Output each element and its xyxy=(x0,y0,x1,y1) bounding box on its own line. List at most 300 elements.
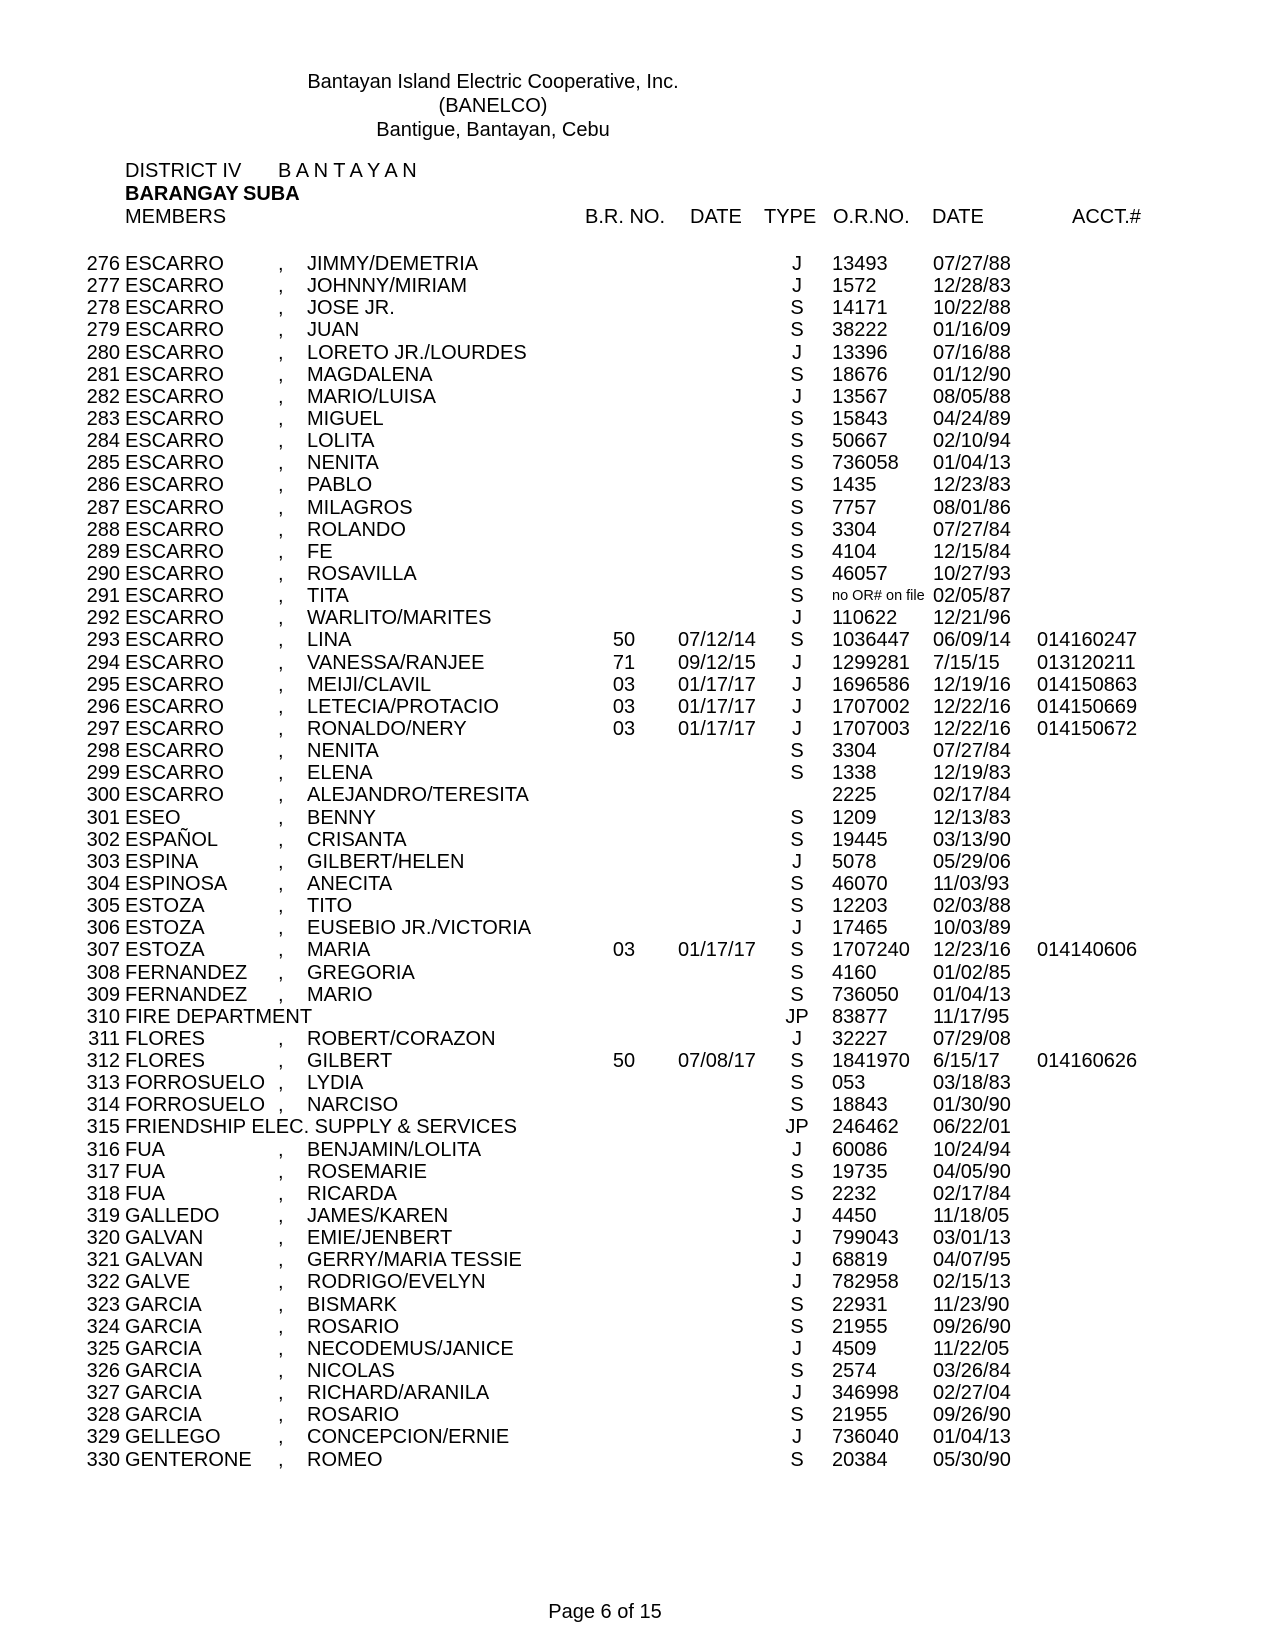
member-row xyxy=(0,386,1200,408)
member-number: 322 xyxy=(86,1271,120,1294)
acct-no-value xyxy=(1035,585,1135,607)
br-date-value xyxy=(663,297,764,319)
member-last-name: ESCARRO xyxy=(125,717,224,740)
type-value: S xyxy=(790,961,804,984)
member-first-name: ROSARIO xyxy=(307,1315,400,1338)
name-separator: , xyxy=(278,253,284,275)
br-no-value xyxy=(585,319,663,341)
member-number: 317 xyxy=(86,1160,120,1183)
member-number: 276 xyxy=(86,253,120,275)
member-row xyxy=(0,1449,1200,1471)
br-no-value xyxy=(585,519,663,541)
type-value: S xyxy=(790,1094,804,1117)
type-value: S xyxy=(790,518,804,541)
member-row xyxy=(0,629,1200,651)
name-separator: , xyxy=(278,828,284,851)
member-last-name: ESCARRO xyxy=(125,341,224,364)
name-separator xyxy=(278,1116,307,1138)
name-separator: , xyxy=(278,1426,284,1449)
name-separator: , xyxy=(278,496,284,519)
member-number: 293 xyxy=(86,629,120,652)
member-row xyxy=(0,1294,1200,1316)
member-number: 323 xyxy=(86,1293,120,1316)
name-separator: , xyxy=(278,1315,284,1338)
or-date-value: 08/05/88 xyxy=(933,385,1011,408)
member-first-name: GREGORIA xyxy=(307,961,415,984)
member-first-name: RICHARD/ARANILA xyxy=(307,1382,490,1405)
member-last-name: GARCIA xyxy=(125,1360,202,1383)
member-last-name: ESCARRO xyxy=(125,762,224,785)
member-last-name: ESCARRO xyxy=(125,385,224,408)
or-no-value: 32227 xyxy=(832,1027,888,1050)
member-last-name: ESCARRO xyxy=(125,518,224,541)
br-date-value xyxy=(663,408,764,430)
name-separator: , xyxy=(278,939,284,962)
or-date-value: 12/19/16 xyxy=(933,673,1011,696)
name-separator: , xyxy=(278,341,284,364)
br-no-value xyxy=(585,1382,663,1404)
type-value: S xyxy=(790,430,804,453)
br-date-value xyxy=(663,1360,764,1382)
or-date-value: 10/22/88 xyxy=(933,297,1011,320)
member-number: 318 xyxy=(86,1182,120,1205)
name-separator: , xyxy=(278,540,284,563)
member-number: 308 xyxy=(86,961,120,984)
member-last-name: ESCARRO xyxy=(125,629,224,652)
or-no-value: 1338 xyxy=(832,762,877,785)
type-value: S xyxy=(790,1404,804,1427)
type-value: J xyxy=(792,385,802,408)
member-last-name: ESCARRO xyxy=(125,253,224,275)
member-first-name: GERRY/MARIA TESSIE xyxy=(307,1249,522,1272)
or-date-value: 07/29/08 xyxy=(933,1027,1011,1050)
org-header xyxy=(0,70,986,142)
type-value: JP xyxy=(785,1116,809,1139)
name-separator: , xyxy=(278,1360,284,1383)
or-no-value: 12203 xyxy=(832,895,888,918)
member-first-name: JOSE JR. xyxy=(307,297,395,320)
br-no-value xyxy=(585,563,663,585)
br-no-value xyxy=(585,740,663,762)
member-row xyxy=(0,1360,1200,1382)
br-date-value xyxy=(663,1294,764,1316)
acct-no-value xyxy=(1035,541,1135,563)
acct-no-value xyxy=(1035,474,1135,496)
type-value: JP xyxy=(785,1005,809,1028)
member-first-name: VANESSA/RANJEE xyxy=(307,651,485,674)
or-date-value: 12/19/83 xyxy=(933,762,1011,785)
or-date-value: 02/17/84 xyxy=(933,1182,1011,1205)
br-no-value xyxy=(585,851,663,873)
br-date-value xyxy=(663,1116,764,1138)
type-value: J xyxy=(792,850,802,873)
name-separator: , xyxy=(278,872,284,895)
member-row xyxy=(0,1072,1200,1094)
member-row xyxy=(0,1161,1200,1183)
member-number: 306 xyxy=(86,917,120,940)
member-number: 290 xyxy=(86,562,120,585)
br-no-value xyxy=(585,430,663,452)
br-no-value xyxy=(585,984,663,1006)
member-first-name: EMIE/JENBERT xyxy=(307,1227,453,1250)
or-date-value: 7/15/15 xyxy=(933,651,1000,674)
or-date-value: 12/22/16 xyxy=(933,717,1011,740)
br-date-value xyxy=(663,430,764,452)
or-date-value: 10/03/89 xyxy=(933,917,1011,940)
br-no-value xyxy=(585,1183,663,1205)
member-row xyxy=(0,1338,1200,1360)
or-no-value: 1299281 xyxy=(832,651,910,674)
name-separator: , xyxy=(278,385,284,408)
br-no-value xyxy=(585,1316,663,1338)
name-separator: , xyxy=(278,407,284,430)
br-no-value xyxy=(585,541,663,563)
member-last-name: GELLEGO xyxy=(125,1426,221,1449)
or-date-value: 01/16/09 xyxy=(933,319,1011,342)
type-value: J xyxy=(792,275,802,298)
member-last-name: ESEO xyxy=(125,806,181,829)
member-row xyxy=(0,1382,1200,1404)
name-separator: , xyxy=(278,1182,284,1205)
member-row xyxy=(0,275,1200,297)
member-number: 278 xyxy=(86,297,120,320)
member-row xyxy=(0,1271,1200,1293)
member-first-name: TITO xyxy=(307,895,353,918)
type-value: J xyxy=(792,253,802,275)
or-no-value: 46057 xyxy=(832,562,888,585)
br-no-value: 03 xyxy=(612,717,636,740)
member-row xyxy=(0,1249,1200,1271)
member-number: 291 xyxy=(86,585,120,608)
name-separator: , xyxy=(278,1337,284,1360)
br-no-value xyxy=(585,585,663,607)
or-date-value: 05/30/90 xyxy=(933,1448,1011,1471)
or-date-value: 02/27/04 xyxy=(933,1382,1011,1405)
br-date-value xyxy=(663,762,764,784)
or-date-value: 01/04/13 xyxy=(933,1426,1011,1449)
br-date-value xyxy=(663,1249,764,1271)
br-date-value xyxy=(663,253,764,275)
member-first-name: ELENA xyxy=(307,762,373,785)
br-no-value: 03 xyxy=(612,673,636,696)
member-first-name: MILAGROS xyxy=(307,496,413,519)
member-row xyxy=(0,939,1200,961)
name-separator: , xyxy=(278,850,284,873)
or-date-value: 01/04/13 xyxy=(933,983,1011,1006)
br-date-value: 01/17/17 xyxy=(678,673,756,696)
br-no-value xyxy=(585,275,663,297)
br-no-value xyxy=(585,386,663,408)
member-last-name: GARCIA xyxy=(125,1337,202,1360)
type-value: J xyxy=(792,341,802,364)
type-value: J xyxy=(792,1027,802,1050)
member-last-name: ESCARRO xyxy=(125,585,224,608)
acct-no-value xyxy=(1035,497,1135,519)
member-last-name: ESCARRO xyxy=(125,474,224,497)
name-separator: , xyxy=(278,717,284,740)
acct-no-value xyxy=(1035,1426,1135,1448)
br-no-value xyxy=(585,784,663,806)
member-first-name: GILBERT xyxy=(307,1050,393,1073)
type-value: S xyxy=(790,1160,804,1183)
acct-no-value: 014160626 xyxy=(1037,1050,1138,1073)
member-last-name: FUA xyxy=(125,1182,165,1205)
member-row xyxy=(0,519,1200,541)
br-no-value xyxy=(585,1360,663,1382)
br-no-value: 50 xyxy=(612,629,636,652)
member-number: 325 xyxy=(86,1337,120,1360)
member-last-name: FIRE DEPARTMENT xyxy=(125,1005,313,1028)
br-date-value xyxy=(663,873,764,895)
acct-no-value xyxy=(1035,1183,1135,1205)
member-last-name: ESCARRO xyxy=(125,607,224,630)
br-no-value xyxy=(585,895,663,917)
member-first-name: MAGDALENA xyxy=(307,363,433,386)
type-value: J xyxy=(792,1249,802,1272)
or-no-value: 1841970 xyxy=(832,1050,910,1073)
br-no-value xyxy=(585,607,663,629)
member-first-name: TITA xyxy=(307,585,349,608)
member-first-name: MARIA xyxy=(307,939,371,962)
member-number: 285 xyxy=(86,452,120,475)
br-date-value xyxy=(663,386,764,408)
or-no-value: 110622 xyxy=(832,607,898,630)
member-row xyxy=(0,674,1200,696)
or-date-value: 03/01/13 xyxy=(933,1227,1011,1250)
br-no-value xyxy=(585,1227,663,1249)
member-first-name: WARLITO/MARITES xyxy=(307,607,492,630)
br-date-value xyxy=(663,607,764,629)
member-last-name: ESCARRO xyxy=(125,540,224,563)
member-first-name: JOHNNY/MIRIAM xyxy=(307,275,467,298)
member-first-name: RODRIGO/EVELYN xyxy=(307,1271,486,1294)
member-first-name: NICOLAS xyxy=(307,1360,395,1383)
or-date-value: 07/27/84 xyxy=(933,518,1011,541)
name-separator: , xyxy=(278,1271,284,1294)
type-value: S xyxy=(790,319,804,342)
or-date-value: 12/23/16 xyxy=(933,939,1011,962)
member-number: 307 xyxy=(86,939,120,962)
br-date-value xyxy=(663,1404,764,1426)
or-date-value: 04/24/89 xyxy=(933,407,1011,430)
member-number: 286 xyxy=(86,474,120,497)
br-date-value: 01/17/17 xyxy=(678,695,756,718)
acct-no-value xyxy=(1035,807,1135,829)
member-row xyxy=(0,807,1200,829)
acct-no-value xyxy=(1035,829,1135,851)
member-number: 330 xyxy=(86,1448,120,1471)
member-row xyxy=(0,962,1200,984)
member-first-name: ALEJANDRO/TERESITA xyxy=(307,784,529,807)
member-number: 279 xyxy=(86,319,120,342)
br-date-value xyxy=(663,917,764,939)
acct-no-value xyxy=(1035,762,1135,784)
br-date-value xyxy=(663,319,764,341)
or-date-value: 11/23/90 xyxy=(933,1293,1010,1316)
or-no-value: 18676 xyxy=(832,363,888,386)
br-date-value xyxy=(663,1072,764,1094)
member-last-name: GENTERONE xyxy=(125,1448,252,1471)
org-abbreviation: (BANELCO) xyxy=(438,95,548,117)
member-first-name: NENITA xyxy=(307,452,379,475)
br-no-value xyxy=(585,1028,663,1050)
acct-no-value: 014160247 xyxy=(1037,629,1138,652)
br-no-value xyxy=(585,1294,663,1316)
br-date-value xyxy=(663,1382,764,1404)
br-no-value: 03 xyxy=(612,695,636,718)
member-number: 313 xyxy=(86,1072,120,1095)
member-row xyxy=(0,607,1200,629)
member-first-name: MIGUEL xyxy=(307,407,384,430)
name-separator: , xyxy=(278,319,284,342)
name-separator: , xyxy=(278,430,284,453)
or-date-value: 02/03/88 xyxy=(933,895,1011,918)
br-date-value: 07/08/17 xyxy=(678,1050,756,1073)
member-number: 283 xyxy=(86,407,120,430)
br-no-value xyxy=(585,1426,663,1448)
br-date-value xyxy=(663,1183,764,1205)
acct-no-value xyxy=(1035,1271,1135,1293)
acct-no-value: 014150669 xyxy=(1037,695,1138,718)
member-last-name: ESCARRO xyxy=(125,319,224,342)
br-date-value: 07/12/14 xyxy=(678,629,756,652)
acct-no-value xyxy=(1035,1294,1135,1316)
name-separator: , xyxy=(278,695,284,718)
type-value: S xyxy=(790,407,804,430)
or-date-value: 08/01/86 xyxy=(933,496,1011,519)
member-last-name: FUA xyxy=(125,1160,165,1183)
or-no-value: 4104 xyxy=(832,540,877,563)
member-first-name: BENJAMIN/LOLITA xyxy=(307,1138,482,1161)
acct-no-value xyxy=(1035,873,1135,895)
acct-no-value xyxy=(1035,1139,1135,1161)
br-date-value xyxy=(663,807,764,829)
type-column-header: TYPE xyxy=(764,206,817,228)
acct-no-value xyxy=(1035,784,1135,806)
member-first-name: NARCISO xyxy=(307,1094,399,1117)
or-date-value: 11/18/05 xyxy=(933,1205,1010,1228)
br-no-value xyxy=(585,474,663,496)
member-last-name: ESCARRO xyxy=(125,784,224,807)
acct-no-value xyxy=(1035,1116,1135,1138)
member-row xyxy=(0,851,1200,873)
br-no-value xyxy=(585,497,663,519)
member-row xyxy=(0,253,1200,275)
member-number: 300 xyxy=(86,784,120,807)
type-value: S xyxy=(790,1072,804,1095)
or-no-value: 053 xyxy=(832,1072,866,1095)
member-number: 295 xyxy=(86,673,120,696)
or-no-value: 38222 xyxy=(832,319,888,342)
member-last-name: ESTOZA xyxy=(125,895,205,918)
member-number: 324 xyxy=(86,1315,120,1338)
member-last-name: ESCARRO xyxy=(125,651,224,674)
or-date-value: 02/10/94 xyxy=(933,430,1011,453)
member-number: 288 xyxy=(86,518,120,541)
name-separator: , xyxy=(278,961,284,984)
name-separator: , xyxy=(278,1227,284,1250)
or-no-value: 3304 xyxy=(832,740,877,763)
member-first-name: ROBERT/CORAZON xyxy=(307,1027,496,1050)
member-first-name: RICARDA xyxy=(307,1182,398,1205)
or-no-value: 19445 xyxy=(832,828,888,851)
br-no-value xyxy=(585,1139,663,1161)
member-row xyxy=(0,873,1200,895)
member-row xyxy=(0,1404,1200,1426)
member-number: 305 xyxy=(86,895,120,918)
name-separator: , xyxy=(278,806,284,829)
name-separator xyxy=(278,1006,307,1028)
acct-no-value xyxy=(1035,1249,1135,1271)
member-row xyxy=(0,652,1200,674)
type-value: S xyxy=(790,562,804,585)
name-separator: , xyxy=(278,651,284,674)
or-no-value: 346998 xyxy=(832,1382,899,1405)
member-row xyxy=(0,297,1200,319)
acct-no-value xyxy=(1035,1404,1135,1426)
member-number: 277 xyxy=(86,275,120,298)
member-first-name: ROMEO xyxy=(307,1448,383,1471)
type-value: S xyxy=(790,1360,804,1383)
or-no-value: 3304 xyxy=(832,518,877,541)
member-row xyxy=(0,474,1200,496)
or-date-value: 12/13/83 xyxy=(933,806,1011,829)
acct-no-value xyxy=(1035,917,1135,939)
or-no-value: 14171 xyxy=(832,297,888,320)
member-first-name: LINA xyxy=(307,629,352,652)
member-last-name: ESTOZA xyxy=(125,917,205,940)
acct-no-value xyxy=(1035,297,1135,319)
member-first-name: NENITA xyxy=(307,740,379,763)
member-last-name: ESCARRO xyxy=(125,297,224,320)
or-no-value: 18843 xyxy=(832,1094,888,1117)
acct-no-value: 014150863 xyxy=(1037,673,1138,696)
or-date-value: 10/27/93 xyxy=(933,562,1011,585)
or-date-value: 12/22/16 xyxy=(933,695,1011,718)
member-number: 319 xyxy=(86,1205,120,1228)
or-date-value: 04/05/90 xyxy=(933,1160,1011,1183)
acct-no-value xyxy=(1035,1360,1135,1382)
br-date-value: 09/12/15 xyxy=(678,651,756,674)
member-number: 301 xyxy=(86,806,120,829)
member-last-name: FRIENDSHIP ELEC. SUPPLY & SERVICES xyxy=(125,1116,517,1139)
member-number: 299 xyxy=(86,762,120,785)
or-date-value: 02/15/13 xyxy=(933,1271,1011,1294)
acct-no-value xyxy=(1035,1227,1135,1249)
member-number: 321 xyxy=(86,1249,120,1272)
member-last-name: GALLEDO xyxy=(125,1205,220,1228)
type-value xyxy=(764,784,830,806)
member-last-name: FERNANDEZ xyxy=(125,961,248,984)
br-date-value xyxy=(663,1139,764,1161)
acct-no-value xyxy=(1035,563,1135,585)
type-value: J xyxy=(792,673,802,696)
name-separator: , xyxy=(278,1160,284,1183)
br-date-value xyxy=(663,1227,764,1249)
or-no-value: no OR# on file xyxy=(832,588,925,605)
name-separator: , xyxy=(278,585,284,608)
br-no-value xyxy=(585,1249,663,1271)
district-value: B A N T A Y A N xyxy=(278,160,417,182)
member-last-name: GARCIA xyxy=(125,1315,202,1338)
type-value: S xyxy=(790,585,804,608)
member-first-name: RONALDO/NERY xyxy=(307,717,467,740)
or-no-value: 1707240 xyxy=(832,939,910,962)
member-number: 294 xyxy=(86,651,120,674)
or-date-value: 02/17/84 xyxy=(933,784,1011,807)
type-value: S xyxy=(790,496,804,519)
acct-no-value xyxy=(1035,275,1135,297)
